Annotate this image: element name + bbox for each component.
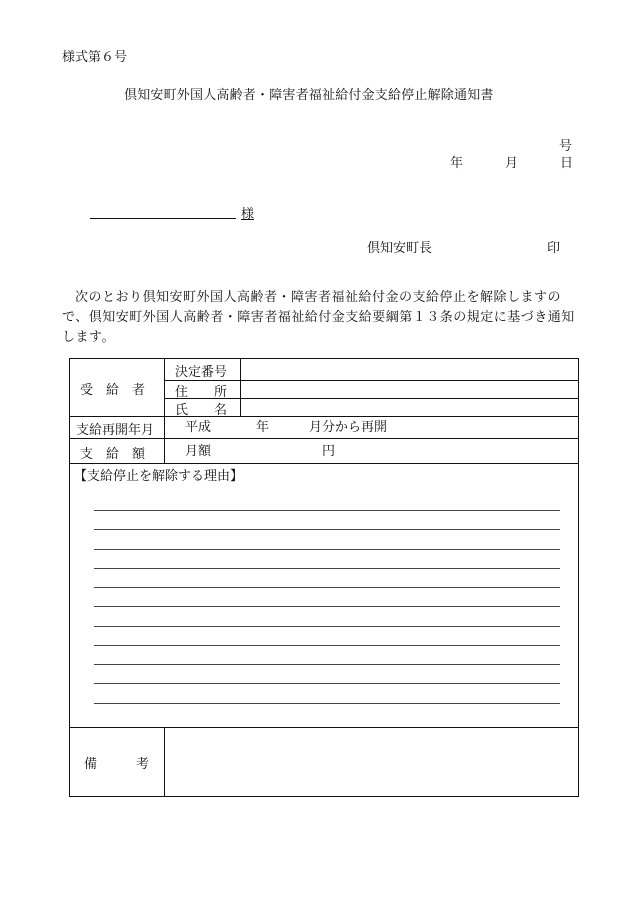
- form-number: 様式第６号: [62, 50, 128, 65]
- decision-number-field[interactable]: [241, 359, 578, 379]
- reason-line[interactable]: [94, 568, 560, 569]
- name-label: 氏 名: [175, 403, 228, 418]
- document-number-label: 号: [559, 139, 573, 154]
- reason-line[interactable]: [94, 549, 560, 550]
- resume-era: 平成: [185, 420, 212, 435]
- reason-line[interactable]: [94, 626, 560, 627]
- decision-number-label: 決定番号: [175, 365, 228, 380]
- addressee-honorific: 様: [241, 207, 255, 222]
- date-day-label: 日: [560, 156, 574, 171]
- grid-line: [69, 463, 579, 464]
- notice-body-text: 次のとおり倶知安町外国人高齢者・障害者福祉給付金の支給停止を解除しますので、倶知安町外国人高齢者・障害者福祉給付金支給要綱第１３条の規定に基づき通知します。: [62, 290, 575, 345]
- seal-mark: 印: [547, 241, 561, 256]
- reason-label: 【支給停止を解除する理由】: [74, 469, 244, 484]
- reason-line[interactable]: [94, 683, 560, 684]
- remarks-label: 備 考: [84, 757, 150, 772]
- date-year-label: 年: [450, 156, 464, 171]
- address-field[interactable]: [241, 381, 578, 397]
- remarks-field[interactable]: [165, 728, 578, 796]
- amount-label: 支 給 額: [80, 447, 146, 462]
- resume-year-label: 年: [256, 420, 270, 435]
- reason-line[interactable]: [94, 645, 560, 646]
- name-field[interactable]: [241, 399, 578, 415]
- amount-unit-label: 円: [322, 444, 336, 459]
- amount-monthly-label: 月額: [185, 444, 212, 459]
- resume-month-label: 月分から再開: [309, 420, 388, 435]
- reason-line[interactable]: [94, 703, 560, 704]
- grid-line: [164, 358, 165, 416]
- date-month-label: 月: [505, 156, 519, 171]
- issuer-name: 倶知安町長: [367, 241, 433, 256]
- address-label: 住 所: [175, 385, 228, 400]
- grid-line: [69, 438, 579, 439]
- addressee-name-line[interactable]: [90, 218, 236, 219]
- recipient-label: 受 給 者: [80, 383, 146, 398]
- reason-line[interactable]: [94, 529, 560, 530]
- reason-line[interactable]: [94, 606, 560, 607]
- grid-line: [164, 416, 165, 463]
- document-title: 倶知安町外国人高齢者・障害者福祉給付金支給停止解除通知書: [124, 88, 494, 103]
- reason-line[interactable]: [94, 587, 560, 588]
- resume-date-label: 支給再開年月: [76, 423, 155, 438]
- reason-line[interactable]: [94, 510, 560, 511]
- reason-line[interactable]: [94, 664, 560, 665]
